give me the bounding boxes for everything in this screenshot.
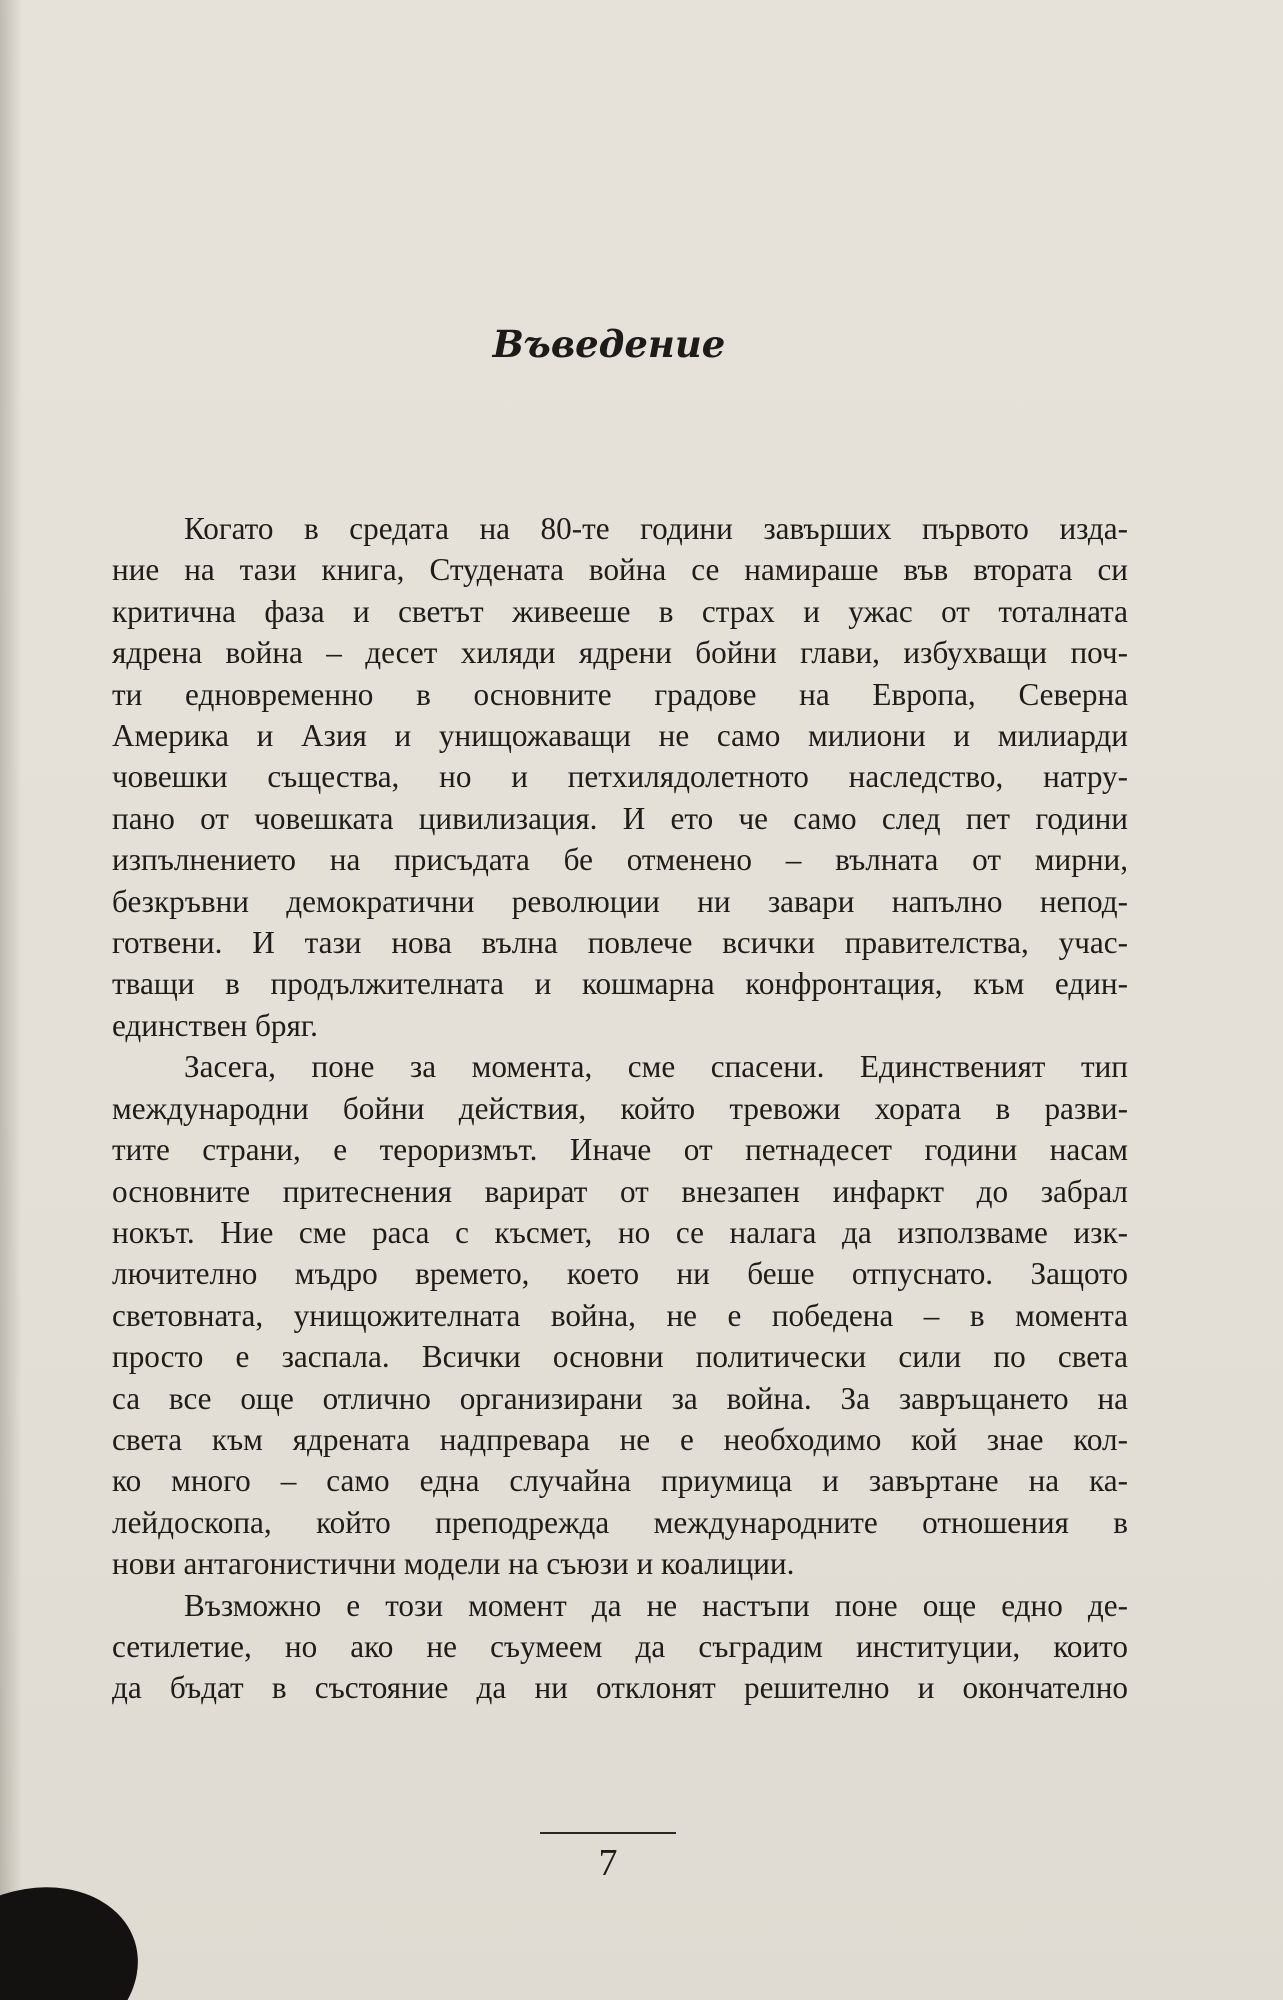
text-line: Възможно е този момент да не настъпи поне още едно де- [184, 1587, 1128, 1623]
text-line: лючително мъдро времето, което ни беше отпуснато. Защото [112, 1256, 1128, 1292]
footer-rule [540, 1832, 676, 1834]
text-line: световната, унищожителната война, не е победена – в момента [112, 1297, 1128, 1333]
text-line: безкръвни демократични революции ни завари напълно непод- [112, 883, 1128, 919]
paragraph [112, 508, 1128, 1046]
text-line: готвени. И тази нова вълна повлече всички правителства, учас- [112, 925, 1128, 961]
paragraph [112, 1585, 1128, 1709]
text-line: ко много – само една случайна приумица и завъртане на ка- [112, 1463, 1128, 1499]
page-gutter-shadow [0, 0, 22, 2000]
text-line: ядрена война – десет хиляди ядрени бойни глави, избухващи поч- [112, 635, 1128, 671]
text-line: изпълнението на присъдата бе отменено – вълната от мирни, [112, 842, 1128, 878]
text-line: нови антагонистични модели на съюзи и коалиции. [112, 1546, 795, 1582]
text-line: да бъдат в състояние да ни отклонят решително и окончателно [112, 1670, 1128, 1706]
text-line: Засега, поне за момента, сме спасени. Единственият тип [184, 1049, 1128, 1085]
text-line: единствен бряг. [112, 1007, 318, 1043]
text-line: просто е заспала. Всички основни политически сили по света [112, 1339, 1128, 1375]
text-line: ти едновременно в основните градове на Европа, Северна [112, 676, 1128, 712]
text-line: ние на тази книга, Студената война се намираше във втората си [112, 552, 1128, 588]
text-line: сетилетие, но ако не съумеем да съградим институции, които [112, 1628, 1128, 1664]
text-line: света към ядрената надпревара не е необходимо кой знае кол- [112, 1421, 1128, 1457]
text-line: тите страни, е тероризмът. Иначе от петнадесет години насам [112, 1132, 1128, 1168]
text-line: са все още отлично организирани за война. За завръщането на [112, 1380, 1128, 1416]
text-line: пано от човешката цивилизация. И ето че само след пет години [112, 800, 1128, 836]
text-line: международни бойни действия, който тревожи хората в разви- [112, 1090, 1128, 1126]
text-line: Когато в средата на 80-те години завърших първото изда- [184, 511, 1128, 546]
text-line: критична фаза и светът живееше в страх и ужас от тоталната [112, 593, 1128, 629]
text-line: нокът. Ние сме раса с късмет, но се налага да използваме изк- [112, 1214, 1128, 1250]
chapter-body [112, 508, 1128, 1709]
text-line: Америка и Азия и унищожаващи не само милиони и милиарди [112, 718, 1128, 754]
text-line: основните притеснения варират от внезапен инфаркт до забрал [112, 1173, 1128, 1209]
text-line: човешки същества, но и петхилядолетното наследство, натру- [112, 759, 1128, 795]
text-line: тващи в продължителната и кошмарна конфронтация, към един- [112, 966, 1128, 1002]
chapter-title: Въведение [492, 322, 726, 366]
paragraph [112, 1046, 1128, 1584]
text-line: лейдоскопа, който преподрежда международните отношения в [112, 1504, 1128, 1540]
page-number: 7 [598, 1842, 618, 1884]
